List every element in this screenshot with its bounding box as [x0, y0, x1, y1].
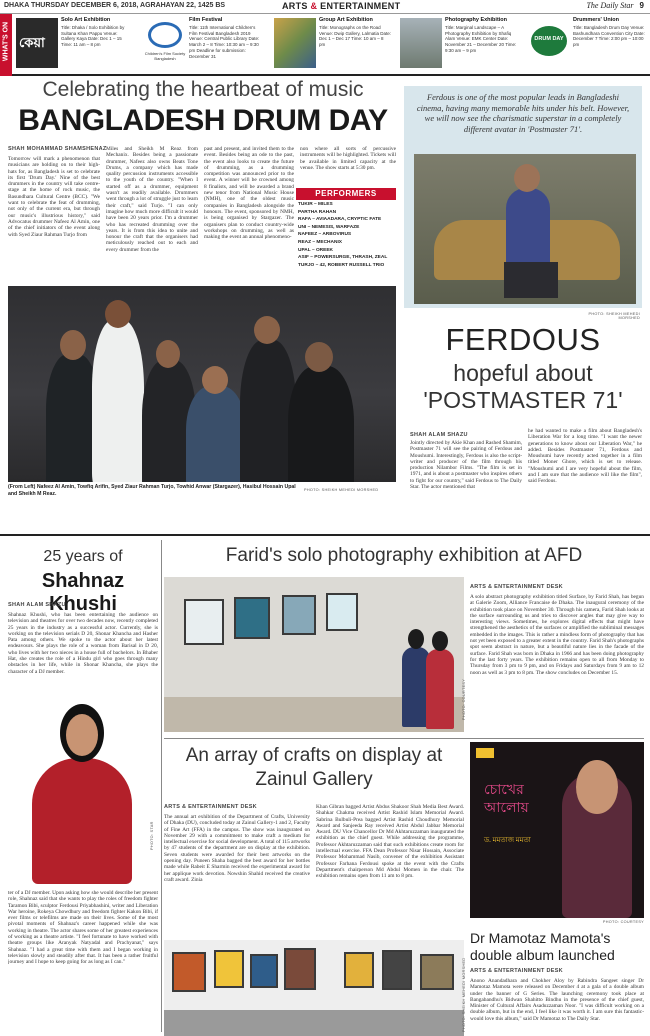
album-cover — [470, 742, 644, 918]
shahnaz-photo-credit: PHOTO: STAR — [150, 821, 154, 850]
g-series-logo — [476, 748, 494, 758]
band-photo-credit: PHOTO: SHEIKH MEHEDI MORSHED — [304, 488, 379, 492]
performer-item: PARTHA RAHAN — [298, 209, 337, 215]
album-artist: ড. মমতাজ মমতা — [484, 836, 531, 844]
album-photo-credit: PHOTO: COURTESY — [602, 920, 644, 924]
drum-day-headline: BANGLADESH DRUM DAY — [18, 104, 388, 137]
shahnaz-photo — [8, 688, 158, 884]
ferdous-photo — [414, 154, 636, 304]
band-photo-caption: (From Left) Nafeez Al Amin, Towfiq Arifin, Syed Ziaur Rahman Turjo, Towhid Anwar (Stargazer), Hasibul Hossain Upal and Sheikh M Reaz. — [8, 484, 296, 497]
mamotaz-column-1: Anono Anandadhara and Chokher Aloy by Rabindra Sangeet singer Dr Mamotaz Mamota were released on December 4 at a gala of a double album under the banner of G Series. The launching ceremony took place at Bangabandhu's Bidwan Shahitto Bindhu in the presence of the chief guest, Minister of Cultural Affairs Asaduzzaman Noor. "I was difficult working on a double album, but in the end, I feel like it was worth it. I am sure this fantastic-would love this album," said Dr Mamotaz to The Daily Star. — [470, 978, 644, 1022]
mamotaz-byline: ARTS & ENTERTAINMENT DESK — [470, 968, 563, 974]
ferdous-subheadline: hopeful about 'POSTMASTER 71' — [423, 360, 623, 413]
performers-title: PERFORMERS — [296, 188, 396, 200]
performer-item: UPAL – OREEK — [298, 247, 334, 253]
ferdous-headline: FERDOUS — [445, 322, 601, 357]
page-header — [0, 0, 650, 14]
performer-item: TUKIR – MILES — [298, 202, 333, 207]
event-film-festival: Children's Film Society Bangladesh Film Festival Title: 11th International Children's Film Festival Bangladesh 2019 Venue: Central Public Library Date: March 2 – 8 Time: 10:30 am – 9:30 pm Deadline for submission: December 31 — [144, 18, 268, 72]
zainul-column-2: Khan Gibran bagged Artist Abdus Shakoor Shah Media Best Award. Shahkar Chakma received Artist Rashid Islam Memorial Award. Sabrina Bulbuli-Prea bagged Artist Rashid Choudhury Memorial Award and Sanjeeda Ray received Artist Abdul Jabbar Memorial Award. DU Vice Chancellor Dr Md Akhtaruzzaman inaugurated the exhibition as the chief guest. While addressing the programme, Professor Akhtaruzzaman said that such exhibitions create room for intellectual exercise. FFA Dean Professor Nisar Hossain, Associate Professor Mohammad Nasib, convener of the exhibition Assistant Professor Farhana Ferdousi spoke at the event with the Crafts Department's chairperson Md Abdul Momen in the chair. The exhibition remains open from 11 am to 8 pm. — [316, 804, 464, 880]
drum-day-kicker: Celebrating the heartbeat of music — [42, 78, 364, 101]
drum-day-column-3: past and present, and invited them to the event. Besides being an ode to the past, the event also looks to create the future of drumming, as a drumming competition was announced prior to the event. A winner will be crowned among 8 finalists, and will be awarded a brand new tenor from National Music House (NMH), one of the oldest music companies in Bangladesh alongside the honours. The event, sponsored by NMH, is being organised by Stargazer. The organisers plan to conduct country-wide workshops on drumming, as well as making the event an annual phenomeno- — [204, 146, 294, 241]
zainul-column-1: The annual art exhibition of the Department of Crafts, University of Dhaka (DU), concluded today at Zainul Gallery-1 and 2, Faculty of Fine Art (FFA) in the campus. The show was inaugurated on November 29 with a commitment to make craft a medium for intellectual exercise for social development. A total of 115 artworks by 47 students of the department are on display at the exhibition. Seven students were awarded for their best artworks on the opening day. Puneen Shaha bagged the best award for her bottles made while Rabeit E Sharmin received the experimental award for her applique work devotion. Nowshin Shahid received the creative craft award. Zinia — [164, 814, 310, 883]
ferdous-photo-credit: PHOTO: SHEIKH MEHEDI MORSHED — [588, 312, 640, 320]
ferdous-quote-text: Ferdous is one of the most popular leads in Bangladeshi cinema, having many memorable hits under his belt. However, we will now see the charismatic superstar in a completely different avatar in 'Postmaster 71'. — [416, 92, 630, 134]
performer-item: REAZ – MECHANIX — [298, 239, 342, 245]
performer-item: UNI – NEMESIS, WARFAZE — [298, 224, 360, 230]
zainul-gallery-photo — [164, 940, 464, 1036]
shahnaz-headline: Shahnaz Khushi — [41, 570, 125, 615]
band-photo — [8, 286, 396, 482]
farid-byline: ARTS & ENTERTAINMENT DESK — [470, 584, 563, 590]
brand-logo: The Daily Star — [586, 1, 634, 10]
zainul-headline: An array of crafts on display at Zainul Gallery — [185, 745, 443, 790]
shahnaz-kicker: 25 years of — [43, 548, 123, 565]
ferdous-byline: SHAH ALAM SHAZU — [410, 432, 468, 438]
drum-day-logo: DRUM DAY — [528, 18, 570, 68]
artwork-thumbnail — [274, 18, 316, 68]
zainul-photo-credit: PHOTO: SHEIKH MEHEDI MORSHED — [462, 957, 466, 1032]
drum-day-column-4: non where all sorts of percussive instruments will be highlighted. Tickets will be available in limited capacity at the venue. The show starts at 5:30 pm. — [300, 146, 396, 171]
masthead — [586, 1, 644, 10]
cfs-logo: Children's Film Society Bangladesh — [144, 18, 186, 68]
performer-item: ASIF – POWERSURGE, THRASH, ZEAL — [298, 255, 388, 261]
ferdous-column-2: he had wanted to make a film about Bangladesh's Liberation War for a long time. "I want the newer generations to know about our Liberation War," he added. Besides Postmaster 71, Ferdous and Moushumi have recently acted together in a film titled Moner Ghore, which is set to release. "Moushumi and I are very hopeful about the film, and I am sure that the audience will like the film", said Ferdous. — [528, 428, 642, 485]
farid-column-1: A solo abstract photography exhibition titled Surface, by Farid Shah, has begun at Galerie Zoom, Alliance Francaise de Dhaka. The inaugural ceremony of the exhibition took place on November 30. Through his camera, Farid Shah looks at the surface surrounding us and tries to discover angles that may give way to interesting views. Sometimes, he explores digital effects that might have strengthened the aesthetics of the surfaces or amplified the subliminal messages embedded in the images. This is rather a mindless form of photography that has not yet been exposed to a greater extent in the country. Farid Shah's photographs spot seem abstract in nature, but a beautiful nature lies in the facade of the surface. Farid Shah was born in Dhaka in 1966 and has been doing photography for the last forty years. The exhibition remains open to all from Monday to Thursday from 3 pm to 9 pm, and on Fridays and Saturdays from 9 am to 12 noon as well as 3 pm to 8 pm. The show concludes on December 15. — [470, 594, 644, 676]
drum-day-column-1: Tomorrow will mark a phenomenon that musicians are holding on to their high-hats for, as Bangladesh is set to celebrate its first 'Drum Day.' Nine of the best drummers in the country will take centre-stage at the home of rock music, the Basundhara Cultural Centre (BCC). "We want to celebrate the feat of drumming, not only of the current era, but through our music's illustrious history," said Advocatus drummer Nafeez Al Amin, one of the chief initiators of the event along with Syed Ziaur Rahman Turjo from — [8, 156, 100, 238]
performer-item: RAFA – AVIAADARA, CRYPTIC FATE — [298, 217, 382, 223]
album-title: চোখের আলোয় — [484, 783, 529, 816]
dateline: DHAKA THURSDAY DECEMBER 6, 2018, AGRAHAYAN 22, 1425 BS — [4, 2, 226, 9]
mamotaz-headline: Dr Mamotaz Mamota's double album launched — [470, 930, 615, 963]
photo-thumbnail — [400, 18, 442, 68]
farid-photo-credit: PHOTO: COURTESY — [462, 678, 466, 720]
whats-on-strip — [0, 14, 650, 76]
page-number: 9 — [639, 1, 644, 10]
performer-item: NAFEEZ – ARBOVIRUS — [298, 232, 352, 238]
zainul-byline: ARTS & ENTERTAINMENT DESK — [164, 804, 257, 810]
shahnaz-byline: SHAH ALAM SHAZU — [8, 602, 66, 608]
section-title: ARTS & ENTERTAINMENT — [282, 1, 401, 11]
event-solo-art: কেয়া Solo Art Exhibition Title: Dhaka / Solo Exhibition by Sultana Khan Pappu Venue: Gallery Kaya Date: Dec 1 – 15 Time: 11 am – 8 pm — [16, 18, 138, 72]
event-photography: Photography Exhibition Title: Marginal Landscape – A Photography Exhibition by Shafiq Alam Venue: EMK Center Date: November 21 – December 20 Time: 9:30 am – 9 pm — [400, 18, 524, 72]
shahnaz-column-1: Shahnaz Khushi, who has been entertaining the audience on television and theatres for over two decades now, recently completed 25 years in the industry as a successful actor. Currently, she is working on the television serials D 20, Shonar Khancha and Hasher Pata among others. We spoke to the actor about her latest endeavours. She plays the role of a woman from Barisal in D 20, who lives with her two nieces in a house full of bachelors. In Bhaber Hat, she creates the role of a Hindu girl who goes through many obstacles in her life, while in Shonar Khancha, she plays the character of a DJ member. — [8, 612, 158, 675]
gallery-kaya-logo: কেয়া — [16, 18, 58, 68]
performer-item: TURJO – 42, ROBERT RUSSELL TRIO — [298, 262, 385, 268]
event-group-art: Group Art Exhibition Title: Monographs on the Road Venue: Dwip Gallery, Lalmatia Date: Dec 1 – Dec 17 Time: 10 am – 8 pm — [274, 18, 396, 72]
ferdous-column-1: Jointly directed by Akie Khan and Rashed Shamim, Postmaster 71 will see the pairing of Ferdous and Moushumi. Interestingly, Ferdous is also the script-writer and producer of the film through his production Nilambor Films. "The film is set in 1971, and is about a postmaster who inspires others to fight for our country," said Ferdous to The Daily Star. The actor mentioned that — [410, 440, 522, 491]
drum-day-byline: SHAH MOHAMMAD SHAMSHENAZ — [8, 146, 107, 152]
event-drummers-union: DRUM DAY Drummers' Union Title: Bangladesh Drum Day Venue: Bashundhara Convention City Date: December 7 Time: 2:00 pm – 10:00 pm — [528, 18, 648, 72]
farid-headline: Farid's solo photography exhibition at AFD — [225, 545, 583, 566]
drum-day-column-2: Miles and Sheikh M Reaz from Mechanix. Besides being a passionate drummer, Nafeez also owns Beats Tone Drums, a company which has made quality percussion instruments accessible to the youth of the country. "When I started off as a drummer, equipment wasn't as readily available. Drummers went through a lot of struggle just to learn their craft," said Turjo. "I can only imagine how much more difficult it would have been 20 years prior. I'm a drummer who has recreated drumming over the years. It is from this idea to unite and honour the craft that the organisers had meticulously reached out to each and every drummer from the — [106, 146, 198, 253]
farid-exhibition-photo — [164, 577, 464, 732]
shahnaz-column-2: ter of a DJ member. Upon asking how she would describe her present role, Shahnaz said that she wants to play the roles of freedom fighter Taramon Bibi, sculptor Ferdousi Priyabhashini, writer and Liberation War heroine, Rokeya Chowdhury and freedom fighter Kakon Bibi, if ever films or telefilms are made on their lives. Some of the most pivotal moments of Shahnaz's career happened while she was working in theatre. The actor shares some of her greatest experiences of working as a theatre artiste. "I feel fortunate to have worked with theatre groups like Aranyak Natyadal and Prachyanat," says Shahnaz. "I had a great time with them and I began working in television slowly and steadily after that. It has been a rather fruitful journey and I hope to keep going for as long as I can." — [8, 890, 158, 966]
section-divider — [0, 534, 650, 536]
whats-on-label: WHAT'S ON — [0, 14, 12, 76]
performers-box — [296, 188, 396, 292]
column-rule — [161, 540, 162, 1032]
section-divider — [164, 738, 644, 739]
